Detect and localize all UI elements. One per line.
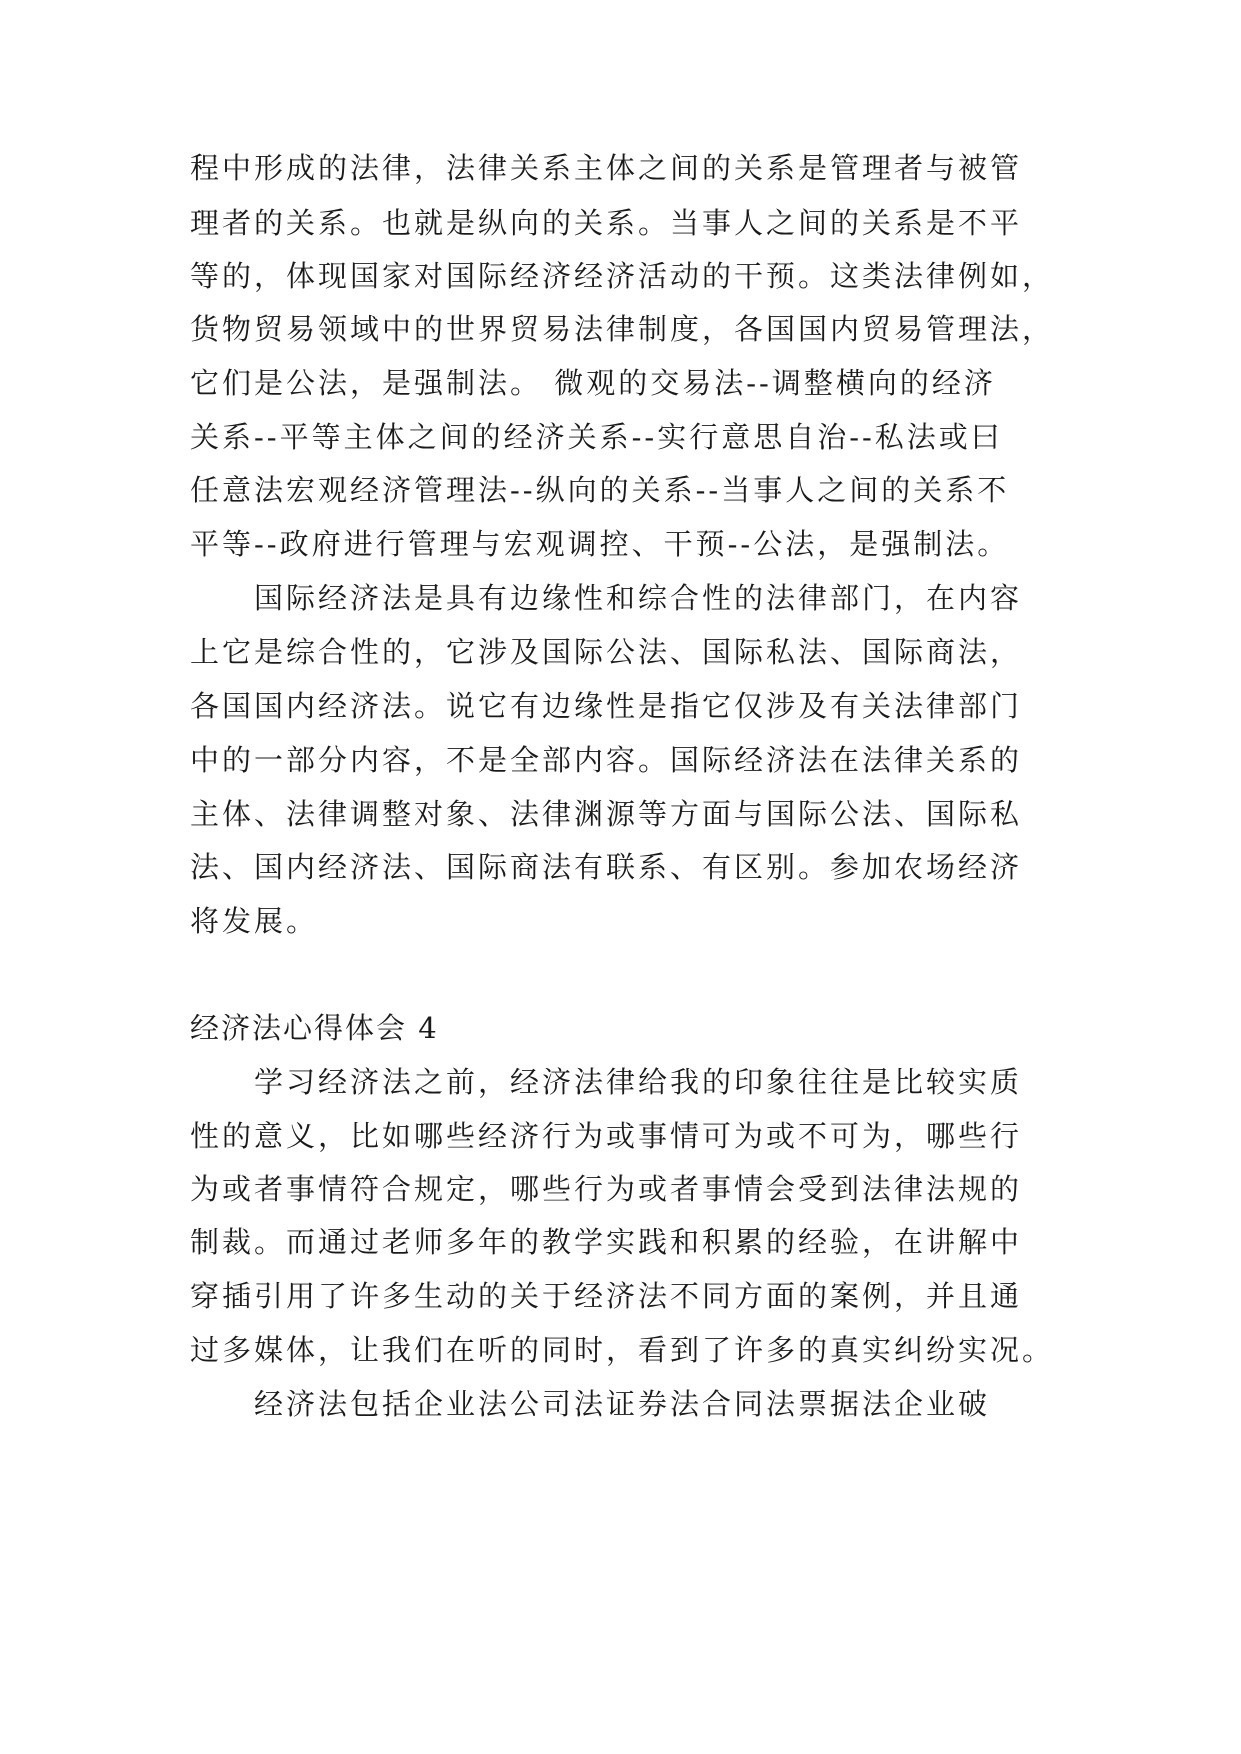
text-line: 各国国内经济法。说它有边缘性是指它仅涉及有关法律部门 [190, 689, 1023, 723]
text-line: 性的意义，比如哪些经济行为或事情可为或不可为，哪些行 [190, 1119, 1023, 1153]
text-line: 程中形成的法律，法律关系主体之间的关系是管理者与被管 [190, 151, 1023, 185]
text-line: 中的一部分内容，不是全部内容。国际经济法在法律关系的 [190, 743, 1023, 777]
text-line: 法、国内经济法、国际商法有联系、有区别。参加农场经济 [190, 850, 1023, 884]
section-heading: 经济法心得体会 4 [190, 1011, 439, 1045]
text-line: 制裁。而通过老师多年的教学实践和积累的经验，在讲解中 [190, 1225, 1023, 1259]
text-line: 平等--政府进行管理与宏观调控、干预--公法，是强制法。 [190, 527, 1010, 561]
text-line: 关系--平等主体之间的经济关系--实行意思自治--私法或曰 [190, 420, 1003, 454]
paragraph-first-line: 学习经济法之前，经济法律给我的印象往往是比较实质 [254, 1065, 1023, 1099]
text-line: 任意法宏观经济管理法--纵向的关系--当事人之间的关系不 [190, 473, 1010, 507]
text-line: 穿插引用了许多生动的关于经济法不同方面的案例，并且通 [190, 1279, 1023, 1313]
text-line: 货物贸易领域中的世界贸易法律制度，各国国内贸易管理法， [190, 312, 1055, 346]
text-line: 为或者事情符合规定，哪些行为或者事情会受到法律法规的 [190, 1172, 1023, 1206]
text-line: 上它是综合性的，它涉及国际公法、国际私法、国际商法， [190, 635, 1023, 669]
text-line: 将发展。 [190, 904, 319, 938]
text-line: 主体、法律调整对象、法律渊源等方面与国际公法、国际私 [190, 797, 1023, 831]
paragraph-first-line: 国际经济法是具有边缘性和综合性的法律部门，在内容 [254, 581, 1023, 615]
text-line: 等的，体现国家对国际经济经济活动的干预。这类法律例如， [190, 259, 1055, 293]
text-line: 过多媒体，让我们在听的同时，看到了许多的真实纠纷实况。 [190, 1333, 1055, 1367]
text-line: 理者的关系。也就是纵向的关系。当事人之间的关系是不平 [190, 206, 1023, 240]
text-line: 它们是公法，是强制法。 微观的交易法--调整横向的经济 [190, 366, 996, 400]
paragraph-first-line: 经济法包括企业法公司法证券法合同法票据法企业破 [254, 1387, 991, 1421]
